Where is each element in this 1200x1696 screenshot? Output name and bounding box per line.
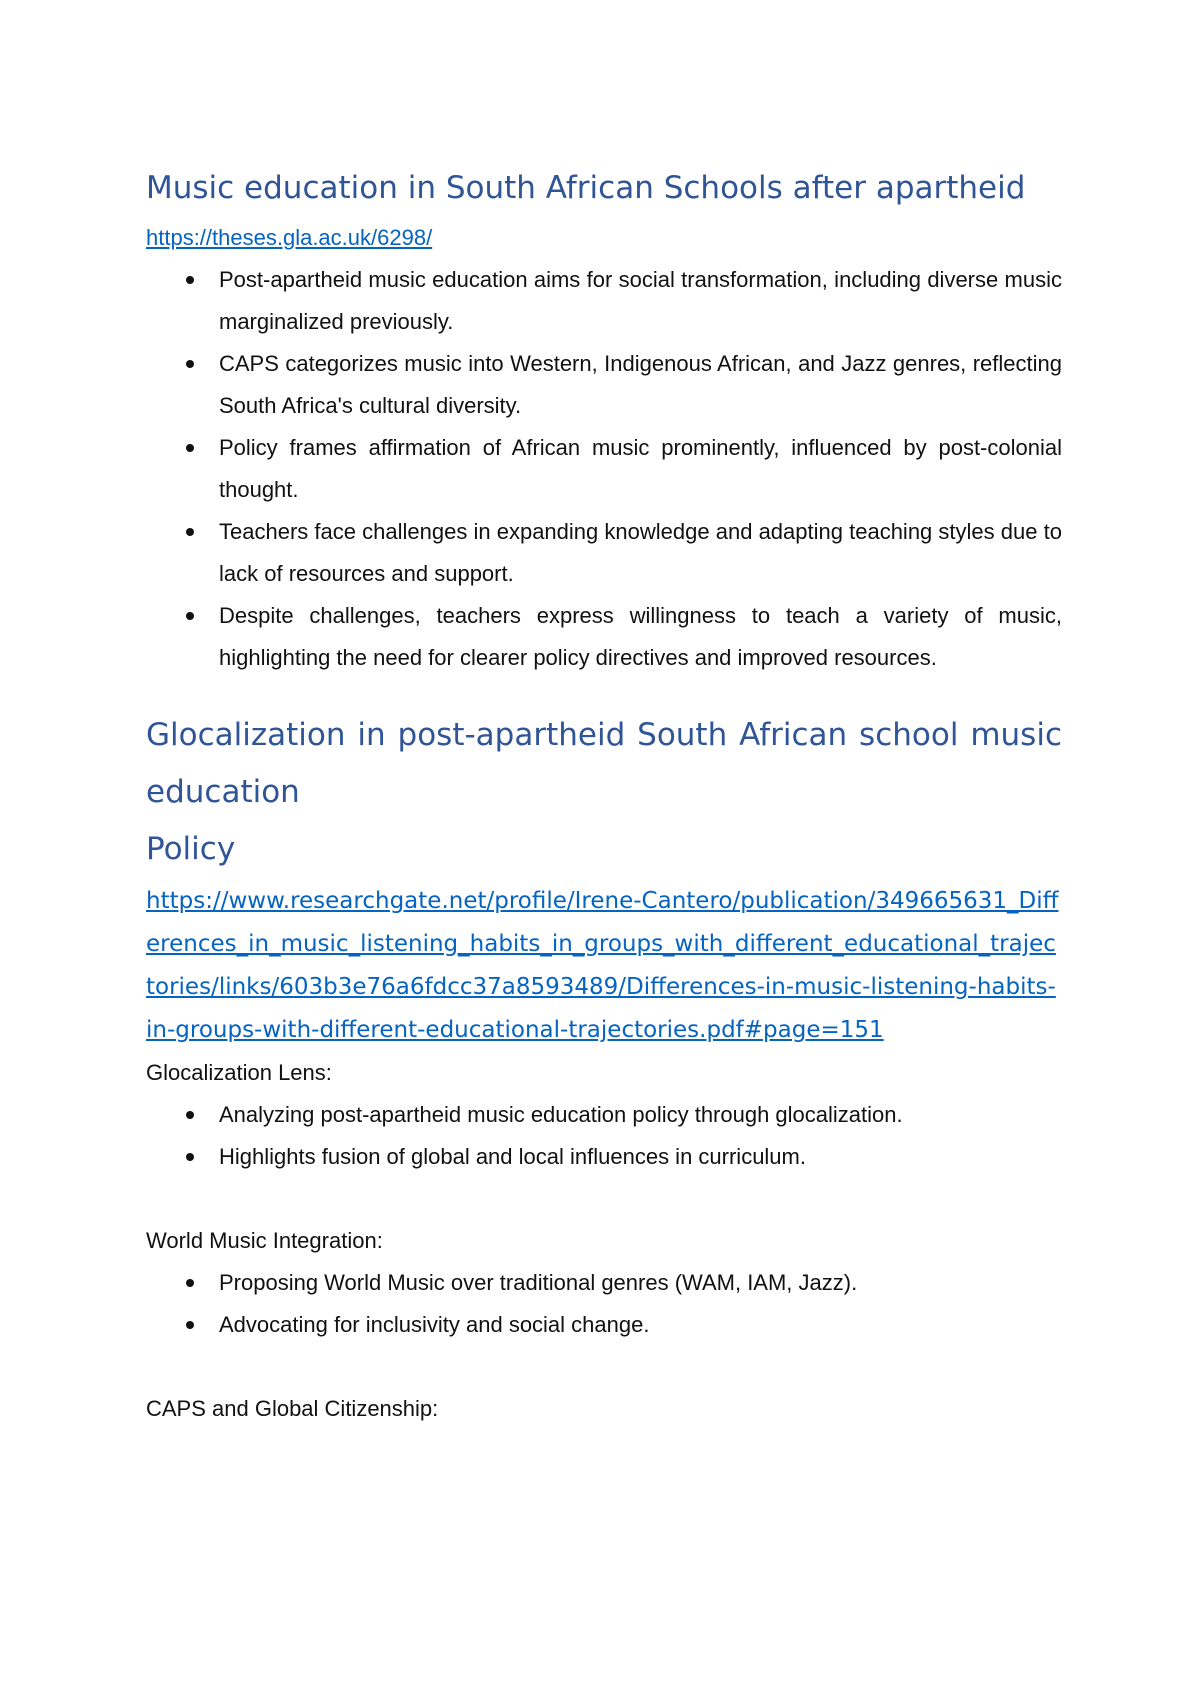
list-item: Advocating for inclusivity and social change. — [146, 1304, 1062, 1346]
list-item: Analyzing post-apartheid music education policy through glocalization. — [146, 1094, 1062, 1136]
lens-heading: Glocalization Lens: — [146, 1060, 332, 1085]
list-item: Despite challenges, teachers express willingness to teach a variety of music, highlighting the need for clearer policy directives and improved resources. — [146, 595, 1062, 679]
document-page — [146, 160, 1062, 1430]
section1-link[interactable]: https://theses.gla.ac.uk/6298/ — [146, 225, 433, 250]
bullet-icon — [186, 1321, 194, 1329]
world-heading: World Music Integration: — [146, 1228, 383, 1253]
bullet-icon — [186, 276, 194, 284]
list-item: Highlights fusion of global and local influences in curriculum. — [146, 1136, 1062, 1178]
list-item: Policy frames affirmation of African music prominently, influenced by post-colonial thought. — [146, 427, 1062, 511]
bullet-icon — [186, 1279, 194, 1287]
lens-bullet-list — [146, 1094, 1062, 1178]
bullet-icon — [186, 1153, 194, 1161]
section2-link[interactable]: https://www.researchgate.net/profile/Irene-Cantero/publication/349665631_Differences_in_music_listening_habits_in_groups_with_different_educational_trajectories/links/603b3e76a6fdcc37a8593489/Differences-in-music-listening-habits-in-groups-with-different-educational-trajectories.pdf#page=151 — [146, 888, 1059, 1043]
section2-subtitle: Policy — [146, 831, 236, 867]
world-bullet-list — [146, 1262, 1062, 1346]
spacer — [146, 1178, 1062, 1220]
list-item: Teachers face challenges in expanding knowledge and adapting teaching styles due to lack of resources and support. — [146, 511, 1062, 595]
list-item: CAPS categorizes music into Western, Indigenous African, and Jazz genres, reflecting South Africa's cultural diversity. — [146, 343, 1062, 427]
section2-title: Glocalization in post-apartheid South African school music education — [146, 717, 1062, 810]
section1-bullet-list — [146, 259, 1062, 679]
bullet-icon — [186, 360, 194, 368]
bullet-icon — [186, 528, 194, 536]
caps-heading: CAPS and Global Citizenship: — [146, 1396, 439, 1421]
section1-title: Music education in South African Schools after apartheid — [146, 170, 1026, 206]
bullet-icon — [186, 444, 194, 452]
list-item: Proposing World Music over traditional genres (WAM, IAM, Jazz). — [146, 1262, 1062, 1304]
bullet-icon — [186, 612, 194, 620]
spacer — [146, 1346, 1062, 1388]
list-item: Post-apartheid music education aims for social transformation, including diverse music marginalized previously. — [146, 259, 1062, 343]
bullet-icon — [186, 1111, 194, 1119]
